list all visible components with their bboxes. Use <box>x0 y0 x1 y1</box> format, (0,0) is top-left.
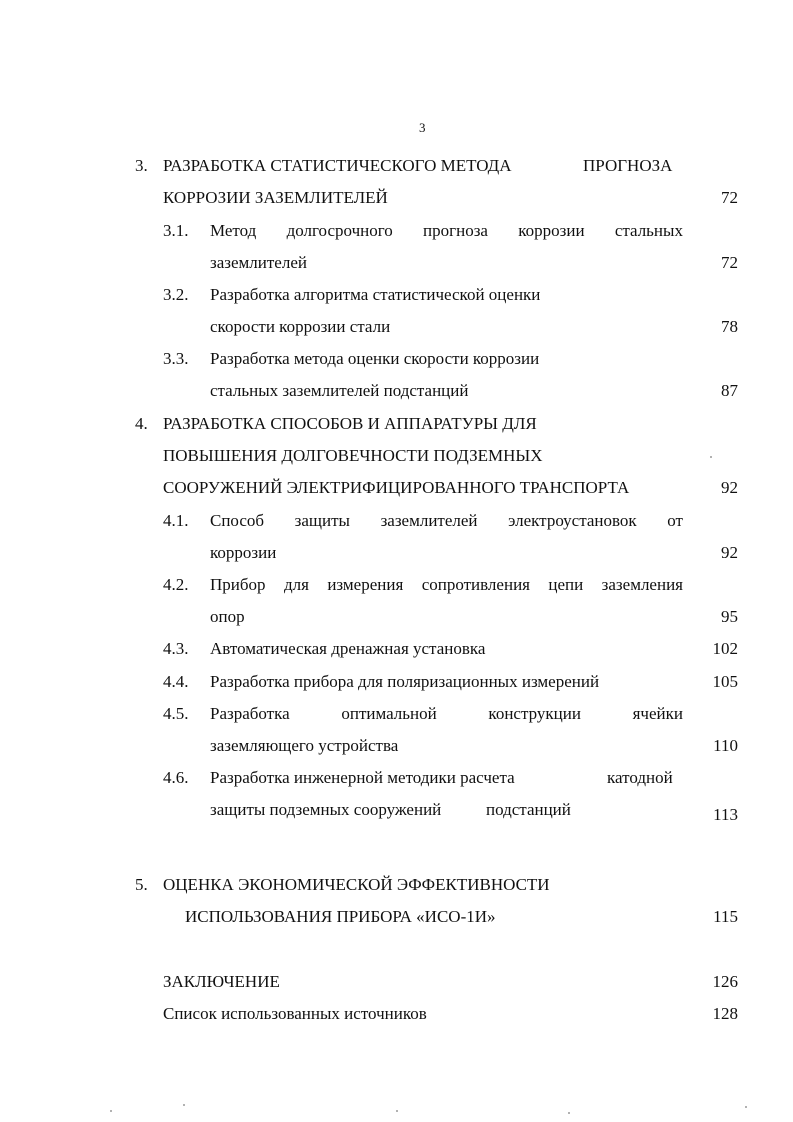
page-number: 3 <box>419 120 426 135</box>
section-4-2-word: измерения <box>327 575 404 594</box>
section-4-2-title-line1 <box>210 575 683 595</box>
section-3-1-word: Метод <box>210 221 257 240</box>
section-3-title-line1a: РАЗРАБОТКА СТАТИСТИЧЕСКОГО МЕТОДА <box>163 156 512 175</box>
scan-speck <box>745 1106 747 1108</box>
section-4-title-line3: СООРУЖЕНИЙ ЭЛЕКТРИФИЦИРОВАННОГО ТРАНСПОРТА <box>163 478 630 497</box>
section-4-5-number: 4.5. <box>163 704 189 723</box>
section-3-2-title-line1: Разработка алгоритма статистической оценки <box>210 285 541 304</box>
scan-speck <box>568 1112 570 1114</box>
references-page: 128 <box>712 1004 738 1023</box>
section-4-6-page: 113 <box>713 805 738 824</box>
section-3-1-number: 3.1. <box>163 221 189 240</box>
section-4-1-number: 4.1. <box>163 511 189 530</box>
section-3-1-page: 72 <box>721 253 738 272</box>
scan-speck <box>110 1110 112 1112</box>
section-4-2-word: цепи <box>548 575 584 594</box>
section-4-1-title-line2: коррозии <box>210 543 277 562</box>
scan-speck <box>396 1110 398 1112</box>
section-4-6-title-line2a: защиты подземных сооружений <box>210 800 442 819</box>
section-3-1-title-line2: заземлителей <box>210 253 307 272</box>
section-4-3-number: 4.3. <box>163 639 189 658</box>
conclusion-label: ЗАКЛЮЧЕНИЕ <box>163 972 280 991</box>
section-4-5-word: ячейки <box>632 704 683 723</box>
section-4-2-word: заземления <box>601 575 683 594</box>
section-4-1-page: 92 <box>721 543 738 562</box>
section-4-1-word: защиты <box>294 511 350 530</box>
section-5-title-line2: ИСПОЛЬЗОВАНИЯ ПРИБОРА «ИСО-1И» <box>185 907 496 926</box>
section-4-5-page: 110 <box>713 736 738 755</box>
section-4-4-title: Разработка прибора для поляризационных измерений <box>210 672 600 691</box>
section-4-6-title-line2b: подстанций <box>486 800 571 819</box>
section-4-2-title-line2: опор <box>210 607 245 626</box>
section-3-3-title-line1: Разработка метода оценки скорости коррозии <box>210 349 540 368</box>
section-4-1-word: от <box>667 511 683 530</box>
section-4-3-title: Автоматическая дренажная установка <box>210 639 486 658</box>
section-4-2-word: сопротивления <box>421 575 530 594</box>
scan-speck <box>183 1104 185 1106</box>
section-3-3-page: 87 <box>721 381 738 400</box>
section-4-page: 92 <box>721 478 738 497</box>
section-4-2-word: Прибор <box>210 575 266 594</box>
section-4-1-word: заземлителей <box>380 511 478 530</box>
section-5-page: 115 <box>713 907 738 926</box>
section-4-5-title-line1 <box>210 704 683 724</box>
section-4-2-word: для <box>283 575 309 594</box>
section-3-2-number: 3.2. <box>163 285 189 304</box>
section-3-1-word: стальных <box>614 221 683 240</box>
section-4-1-word: электроустановок <box>508 511 637 530</box>
section-4-number: 4. <box>135 414 148 433</box>
section-3-1-title-line1 <box>210 221 683 241</box>
section-5-title-line1: ОЦЕНКА ЭКОНОМИЧЕСКОЙ ЭФФЕКТИВНОСТИ <box>163 875 550 894</box>
section-4-5-word: оптимальной <box>341 704 437 723</box>
section-3-page: 72 <box>721 188 738 207</box>
section-3-title-line1b: ПРОГНОЗА <box>583 156 673 175</box>
section-3-1-word: долгосрочного <box>286 221 393 240</box>
section-5-number: 5. <box>135 875 148 894</box>
section-4-6-title-line1a: Разработка инженерной методики расчета <box>210 768 515 787</box>
section-4-5-title-line2: заземляющего устройства <box>210 736 399 755</box>
section-4-4-number: 4.4. <box>163 672 189 691</box>
section-4-title-line1: РАЗРАБОТКА СПОСОБОВ И АППАРАТУРЫ ДЛЯ <box>163 414 537 433</box>
section-4-2-page: 95 <box>721 607 738 626</box>
section-4-title-line2: ПОВЫШЕНИЯ ДОЛГОВЕЧНОСТИ ПОДЗЕМНЫХ <box>163 446 543 465</box>
section-4-5-word: Разработка <box>210 704 290 723</box>
section-4-1-title-line1 <box>210 511 683 531</box>
section-4-4-page: 105 <box>712 672 738 691</box>
section-4-5-word: конструкции <box>488 704 581 723</box>
section-3-3-title-line2: стальных заземлителей подстанций <box>210 381 469 400</box>
section-3-2-page: 78 <box>721 317 738 336</box>
section-4-3-page: 102 <box>712 639 738 658</box>
section-3-number: 3. <box>135 156 148 175</box>
references-label: Список использованных источников <box>163 1004 427 1023</box>
conclusion-page: 126 <box>712 972 738 991</box>
section-4-6-number: 4.6. <box>163 768 189 787</box>
section-3-2-title-line2: скорости коррозии стали <box>210 317 391 336</box>
section-3-1-word: коррозии <box>518 221 585 240</box>
section-4-1-word: Способ <box>210 511 265 530</box>
section-4-2-number: 4.2. <box>163 575 189 594</box>
scan-speck <box>710 456 712 458</box>
section-3-title-line2: КОРРОЗИИ ЗАЗЕМЛИТЕЛЕЙ <box>163 188 388 207</box>
section-3-1-word: прогноза <box>423 221 488 240</box>
section-4-6-title-line1b: катодной <box>607 768 673 787</box>
section-3-3-number: 3.3. <box>163 349 189 368</box>
